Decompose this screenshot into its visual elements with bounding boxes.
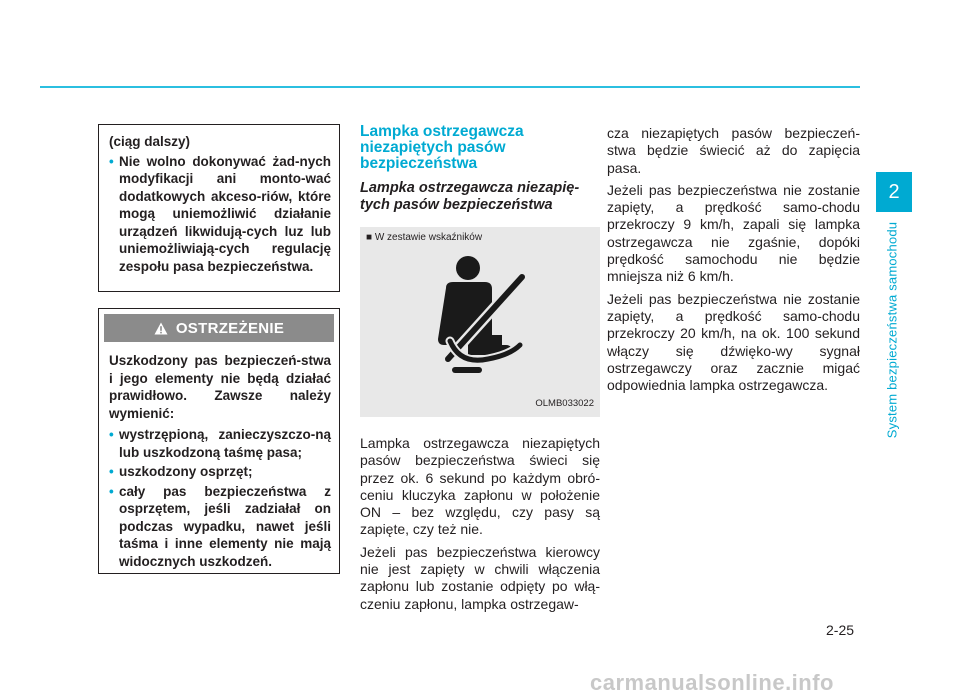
bullet-dot-icon: • <box>109 427 114 442</box>
page-number: 2-25 <box>826 622 855 638</box>
continued-heading: (ciąg dalszy) <box>109 134 191 149</box>
warning-bullet <box>109 463 331 481</box>
warning-triangle-icon <box>154 322 168 335</box>
bullet-dot-icon: • <box>109 464 114 479</box>
continued-bullet <box>109 153 331 276</box>
body-paragraph: Jeżeli pas bezpieczeństwa nie zostanie zapięty, a prędkość samo-chodu przekroczy 20 km/h, na ok. 100 sekund włączy się dźwięko-wy sygnał ostrzegawczy oraz zacznie migać odpowiednia lampka ostrzegawcza. <box>607 290 860 394</box>
seatbelt-warning-icon <box>428 255 532 379</box>
warning-intro: Uszkodzony pas bezpieczeń-stwa i jego elementy nie będą działać prawidłowo. Zawsze należy wymienić: <box>109 353 331 421</box>
bullet-dot-icon: • <box>109 153 114 169</box>
figure-caption: ■ W zestawie wskaźników <box>366 232 483 243</box>
warning-title: OSTRZEŻENIE <box>175 319 285 337</box>
warning-body <box>99 342 339 570</box>
section-heading: Lampka ostrzegawcza niezapiętych pasów bezpieczeństwa <box>360 123 524 172</box>
body-paragraph: Jeżeli pas bezpieczeństwa nie zostanie zapięty, a prędkość samo-chodu przekroczy 9 km/h, zapali się lampka ostrzegawcza nie zgaśnie, dopóki prędkość samochodu nie będzie mniejsza niż 6 km/h. <box>607 181 860 285</box>
body-paragraph: Jeżeli pas bezpieczeństwa kierowcy nie jest zapięty w chwili włączenia zapłonu lub zostanie odpięty po włą-czeniu zapłonu, lampka ostrzegaw- <box>360 543 600 612</box>
watermark: carmanualsonline.info <box>590 670 834 695</box>
right-column <box>607 125 860 399</box>
bullet-dot-icon: • <box>109 483 114 499</box>
indicator-figure <box>360 227 600 417</box>
warning-bullet <box>109 483 331 571</box>
warning-bullet-text: uszkodzony osprzęt; <box>119 464 253 479</box>
body-paragraph: Lampka ostrzegawcza niezapiętych pasów bezpieczeństwa świeci się przez ok. 6 sekund po każdym obró-ceniu kluczyka zapłonu w położenie ON – bez względu, czy pasy są zapięte, czy też nie. <box>360 435 600 538</box>
middle-column <box>360 124 600 618</box>
body-paragraph: cza niezapiętych pasów bezpieczeń-stwa będzie świecić aż do zapięcia pasa. <box>607 125 860 176</box>
middle-body <box>360 435 600 613</box>
figure-code: OLMB033022 <box>535 398 594 409</box>
continued-note-box <box>98 124 340 292</box>
warning-bullet-text: wystrzępioną, zanieczyszczo-ną lub uszkodzoną taśmę pasa; <box>119 427 331 460</box>
warning-box <box>98 308 340 574</box>
warning-bullet <box>109 426 331 461</box>
chapter-number-tab: 2 <box>876 172 912 212</box>
continued-bullet-text: Nie wolno dokonywać żad-nych modyfikacji ani monto-wać dodatkowych akceso-riów, które mogą uniemożliwić działanie urządzeń likwidują-cych luz lub uniemożliwiają-cych regulację zespołu pasa bezpieczeństwa. <box>119 153 331 274</box>
warning-header <box>104 314 334 342</box>
chapter-side-title: System bezpieczeństwa samochodu <box>884 221 900 439</box>
top-divider <box>40 86 860 88</box>
warning-bullet-text: cały pas bezpieczeństwa z osprzętem, jeśli zadziałał on podczas wypadku, nawet jeśli taśma i inne elementy nie mają widocznych uszkodzeń. <box>119 483 331 569</box>
section-subheading: Lampka ostrzegawcza niezapię-tych pasów bezpieczeństwa <box>360 180 580 213</box>
